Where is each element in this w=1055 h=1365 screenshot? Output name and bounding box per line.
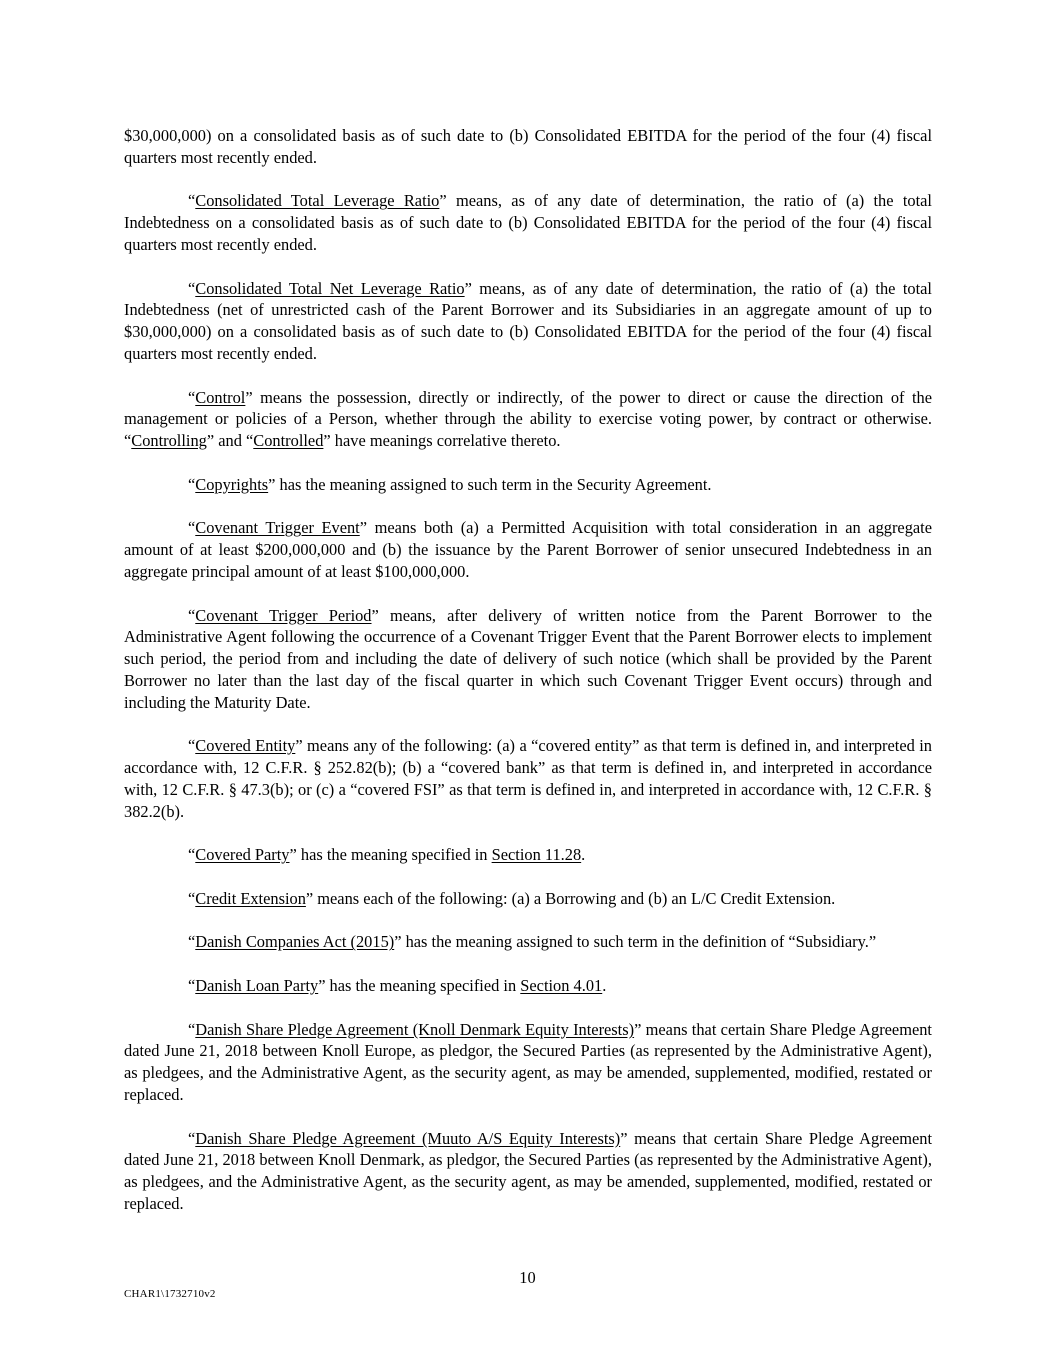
paragraph-text: ” means the possession, directly or indirectly, of the power to direct or cause the direction of the management or policies of a Person, whether through the ability to exercise voting power, by contract or otherwise. “ [124, 387, 932, 451]
paragraph-text: “ [188, 474, 196, 494]
document-body [124, 125, 932, 1237]
paragraph-text: “ [188, 518, 196, 538]
definition-paragraph [124, 190, 932, 255]
definition-paragraph [124, 888, 932, 910]
paragraph-text: “ [188, 976, 196, 996]
paragraph-text: “ [188, 1019, 196, 1039]
definition-paragraph [124, 1128, 932, 1215]
paragraph-text: ” have meanings correlative thereto. [323, 431, 561, 451]
paragraph-text: “ [188, 888, 196, 908]
paragraph-text: ” means any of the following: (a) a “covered entity” as that term is defined in, and interpreted in accordance with, 12 C.F.R. § 252.82(b); (b) a “covered bank” as that term is defined in, and interpreted in accordance with, 12 C.F.R. § 47.3(b); or (c) a “covered FSI” as that term is defined in, and interpreted in accordance with, 12 C.F.R. § 382.2(b). [124, 736, 932, 821]
definition-paragraph [124, 931, 932, 953]
defined-term: Danish Companies Act (2015) [195, 932, 395, 952]
defined-term: Covenant Trigger Period [195, 605, 372, 625]
section-reference: Section 4.01 [520, 976, 603, 996]
paragraph-text: . [581, 845, 586, 865]
paragraph-text: ” has the meaning specified in [289, 845, 492, 865]
definition-paragraph [124, 387, 932, 452]
definition-paragraph [124, 474, 932, 496]
paragraph-text: “ [188, 278, 196, 298]
paragraph-text: ” means, after delivery of written notice from the Parent Borrower to the Administrative Agent following the occurrence of a Covenant Trigger Event that the Parent Borrower elects to implement such period, the period from and including the date of delivery of such notice (which shall be provided by the Parent Borrower no later than the last day of the fiscal quarter in which such Covenant Trigger Event occurs) through and including the Maturity Date. [124, 605, 932, 712]
defined-term: Covenant Trigger Event [195, 518, 360, 538]
paragraph-text: ” means that certain Share Pledge Agreement dated June 21, 2018 between Knoll Europe, as pledgor, the Secured Parties (as represented by the Administrative Agent), as pledgees, and the Administrative Agent, as the security agent, as may be amended, supplemented, modified, restated or replaced. [124, 1019, 932, 1105]
paragraph-text: ” means both (a) a Permitted Acquisition with total consideration in an aggregate amount of at least $200,000,000 and (b) the issuance by the Parent Borrower of senior unsecured Indebtedness in an aggregate principal amount of at least $100,000,000. [124, 518, 932, 581]
defined-term: Danish Share Pledge Agreement (Knoll Denmark Equity Interests) [195, 1019, 635, 1039]
defined-term: Controlling [131, 431, 207, 451]
defined-term: Covered Party [195, 845, 290, 865]
definition-paragraph [124, 844, 932, 866]
paragraph-text: ” means, as of any date of determination, the ratio of (a) the total Indebtedness on a consolidated basis as of such date to (b) Consolidated EBITDA for the period of the four (4) fiscal quarters most recently ended. [124, 191, 932, 254]
definition-paragraph [124, 278, 932, 365]
paragraph-text: ” has the meaning assigned to such term in the Security Agreement. [268, 474, 712, 494]
defined-term: Credit Extension [195, 888, 306, 908]
defined-term: Control [195, 387, 246, 407]
paragraph-text: ” means, as of any date of determination, the ratio of (a) the total Indebtedness (net of unrestricted cash of the Parent Borrower and its Subsidiaries in an aggregate amount of up to $30,000,000) on a consolidated basis as of such date to (b) Consolidated EBITDA for the period of the four (4) fiscal quarters most recently ended. [124, 278, 932, 363]
section-reference: Section 11.28 [491, 845, 582, 865]
paragraph-text: $30,000,000) on a consolidated basis as of such date to (b) Consolidated EBITDA for the period of the four (4) fiscal quarters most recently ended. [124, 126, 932, 167]
page-number: 10 [519, 1268, 536, 1287]
definition-paragraph [124, 1019, 932, 1106]
paragraph-text: “ [188, 605, 196, 625]
definition-paragraph [124, 975, 932, 997]
paragraph-text: ” has the meaning specified in [318, 976, 521, 996]
definition-paragraph [124, 735, 932, 822]
defined-term: Consolidated Total Leverage Ratio [195, 191, 440, 211]
defined-term: Covered Entity [195, 736, 296, 756]
paragraph-text: ” has the meaning assigned to such term in the definition of “Subsidiary.” [394, 932, 877, 952]
defined-term: Danish Share Pledge Agreement (Muuto A/S Equity Interests) [195, 1128, 621, 1148]
definition-paragraph [124, 517, 932, 582]
paragraph-text: “ [188, 736, 196, 756]
definition-paragraph [124, 605, 932, 714]
defined-term: Consolidated Total Net Leverage Ratio [195, 278, 465, 298]
paragraph-text: “ [188, 1128, 196, 1148]
defined-term: Danish Loan Party [195, 976, 319, 996]
defined-term: Controlled [253, 431, 324, 451]
document-id: CHAR1\1732710v2 [124, 1288, 216, 1300]
paragraph-text: ” means that certain Share Pledge Agreement dated June 21, 2018 between Knoll Denmark, as pledgor, the Secured Parties (as represented by the Administrative Agent), as pledgees, and the Administrative Agent, as the security agent, as may be amended, supplemented, modified, restated or replaced. [124, 1128, 932, 1214]
definition-paragraph [124, 125, 932, 169]
paragraph-text: “ [188, 932, 196, 952]
paragraph-text: “ [188, 191, 196, 211]
paragraph-text: ” and “ [206, 431, 254, 451]
paragraph-text: ” means each of the following: (a) a Borrowing and (b) an L/C Credit Extension. [305, 888, 836, 908]
defined-term: Copyrights [195, 474, 269, 494]
paragraph-text: “ [188, 387, 196, 407]
paragraph-text: “ [188, 845, 196, 865]
paragraph-text: . [602, 976, 607, 996]
